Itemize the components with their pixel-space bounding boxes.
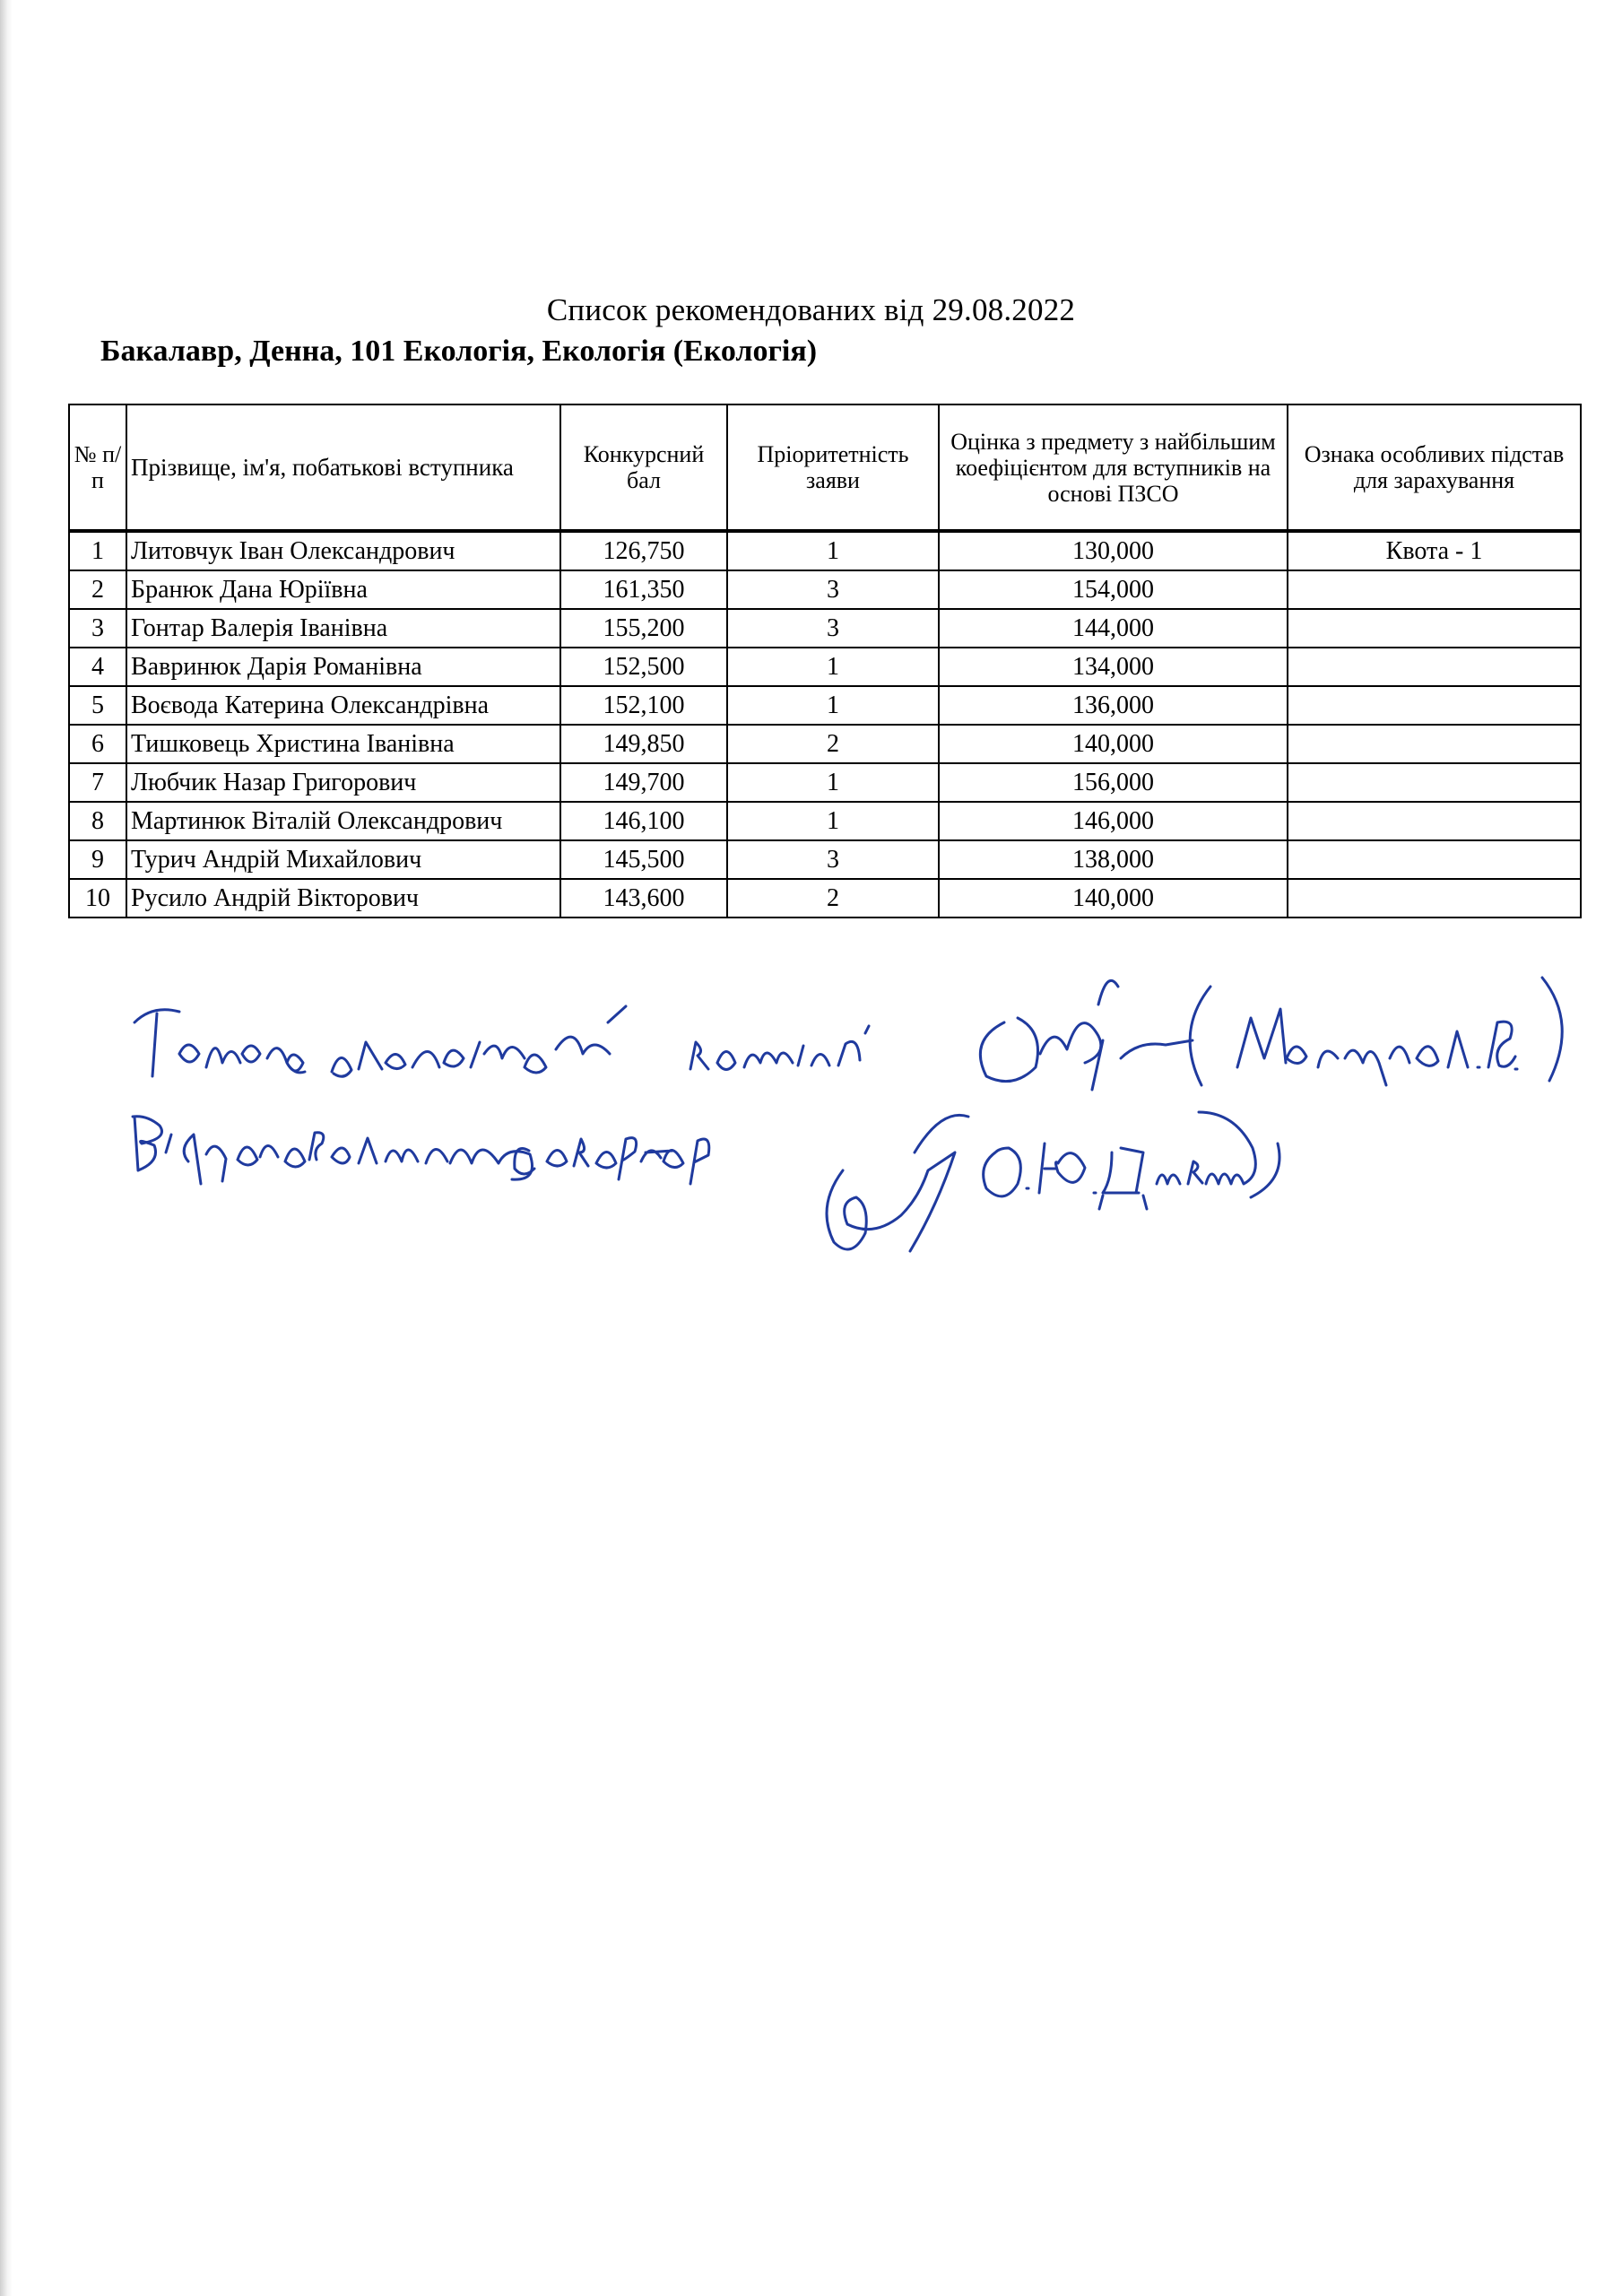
cell-num: 2 bbox=[69, 570, 126, 609]
cell-special bbox=[1288, 648, 1581, 686]
secretary-signature-line bbox=[126, 1099, 1426, 1283]
cell-subject: 140,000 bbox=[939, 725, 1288, 763]
cell-priority: 1 bbox=[727, 686, 939, 725]
cell-subject: 138,000 bbox=[939, 840, 1288, 879]
chair-signature-line bbox=[117, 969, 1596, 1108]
header-priority: Пріоритетність заяви bbox=[727, 404, 939, 531]
cell-score: 145,500 bbox=[560, 840, 727, 879]
cell-priority: 1 bbox=[727, 648, 939, 686]
cell-score: 143,600 bbox=[560, 879, 727, 918]
cell-special bbox=[1288, 570, 1581, 609]
cell-priority: 3 bbox=[727, 609, 939, 648]
header-name: Прізвище, ім'я, побатькові вступника bbox=[126, 404, 560, 531]
cell-num: 5 bbox=[69, 686, 126, 725]
cell-subject: 146,000 bbox=[939, 802, 1288, 840]
cell-num: 9 bbox=[69, 840, 126, 879]
table-row bbox=[69, 570, 1581, 609]
cell-num: 1 bbox=[69, 531, 126, 570]
cell-priority: 3 bbox=[727, 570, 939, 609]
cell-score: 161,350 bbox=[560, 570, 727, 609]
cell-name: Гонтар Валерія Іванівна bbox=[126, 609, 560, 648]
table-row bbox=[69, 879, 1581, 918]
cell-special bbox=[1288, 763, 1581, 802]
table-row bbox=[69, 686, 1581, 725]
cell-priority: 1 bbox=[727, 802, 939, 840]
cell-special bbox=[1288, 609, 1581, 648]
cell-priority: 2 bbox=[727, 725, 939, 763]
cell-special bbox=[1288, 840, 1581, 879]
cell-subject: 154,000 bbox=[939, 570, 1288, 609]
header-num: № п/п bbox=[69, 404, 126, 531]
table-header-row bbox=[69, 404, 1581, 531]
cell-name: Турич Андрій Михайлович bbox=[126, 840, 560, 879]
cell-name: Русило Андрій Вікторович bbox=[126, 879, 560, 918]
cell-score: 149,700 bbox=[560, 763, 727, 802]
cell-name: Воєвода Катерина Олександрівна bbox=[126, 686, 560, 725]
cell-priority: 2 bbox=[727, 879, 939, 918]
cell-score: 126,750 bbox=[560, 531, 727, 570]
cell-name: Бранюк Дана Юріївна bbox=[126, 570, 560, 609]
document-title: Список рекомендованих від 29.08.2022 bbox=[546, 292, 1076, 327]
cell-subject: 134,000 bbox=[939, 648, 1288, 686]
cell-num: 7 bbox=[69, 763, 126, 802]
cell-subject: 156,000 bbox=[939, 763, 1288, 802]
cell-special bbox=[1288, 802, 1581, 840]
cell-num: 10 bbox=[69, 879, 126, 918]
table-row bbox=[69, 531, 1581, 570]
table-row bbox=[69, 840, 1581, 879]
document-subtitle: Бакалавр, Денна, 101 Екологія, Екологія (Екологія) bbox=[100, 335, 818, 368]
recommended-list-table bbox=[68, 404, 1582, 918]
header-score: Конкурсний бал bbox=[560, 404, 727, 531]
scan-edge-shadow bbox=[0, 0, 13, 2296]
cell-priority: 1 bbox=[727, 763, 939, 802]
cell-subject: 144,000 bbox=[939, 609, 1288, 648]
cell-name: Литовчук Іван Олександрович bbox=[126, 531, 560, 570]
header-subject: Оцінка з предмету з найбільшим коефіцієнтом для вступників на основі ПЗСО bbox=[939, 404, 1288, 531]
cell-special: Квота - 1 bbox=[1288, 531, 1581, 570]
cell-num: 4 bbox=[69, 648, 126, 686]
cell-name: Мартинюк Віталій Олександрович bbox=[126, 802, 560, 840]
cell-special bbox=[1288, 725, 1581, 763]
cell-score: 149,850 bbox=[560, 725, 727, 763]
cell-subject: 136,000 bbox=[939, 686, 1288, 725]
cell-num: 8 bbox=[69, 802, 126, 840]
cell-priority: 1 bbox=[727, 531, 939, 570]
cell-special bbox=[1288, 686, 1581, 725]
cell-num: 3 bbox=[69, 609, 126, 648]
cell-priority: 3 bbox=[727, 840, 939, 879]
cell-score: 152,100 bbox=[560, 686, 727, 725]
table-row bbox=[69, 763, 1581, 802]
cell-score: 152,500 bbox=[560, 648, 727, 686]
cell-name: Любчик Назар Григорович bbox=[126, 763, 560, 802]
cell-score: 146,100 bbox=[560, 802, 727, 840]
cell-num: 6 bbox=[69, 725, 126, 763]
table-row bbox=[69, 609, 1581, 648]
cell-subject: 140,000 bbox=[939, 879, 1288, 918]
cell-name: Тишковець Христина Іванівна bbox=[126, 725, 560, 763]
cell-subject: 130,000 bbox=[939, 531, 1288, 570]
table-row bbox=[69, 725, 1581, 763]
table-row bbox=[69, 648, 1581, 686]
header-special: Ознака особливих підстав для зарахування bbox=[1288, 404, 1581, 531]
table-row bbox=[69, 802, 1581, 840]
cell-score: 155,200 bbox=[560, 609, 727, 648]
cell-special bbox=[1288, 879, 1581, 918]
cell-name: Вавринюк Дарія Романівна bbox=[126, 648, 560, 686]
